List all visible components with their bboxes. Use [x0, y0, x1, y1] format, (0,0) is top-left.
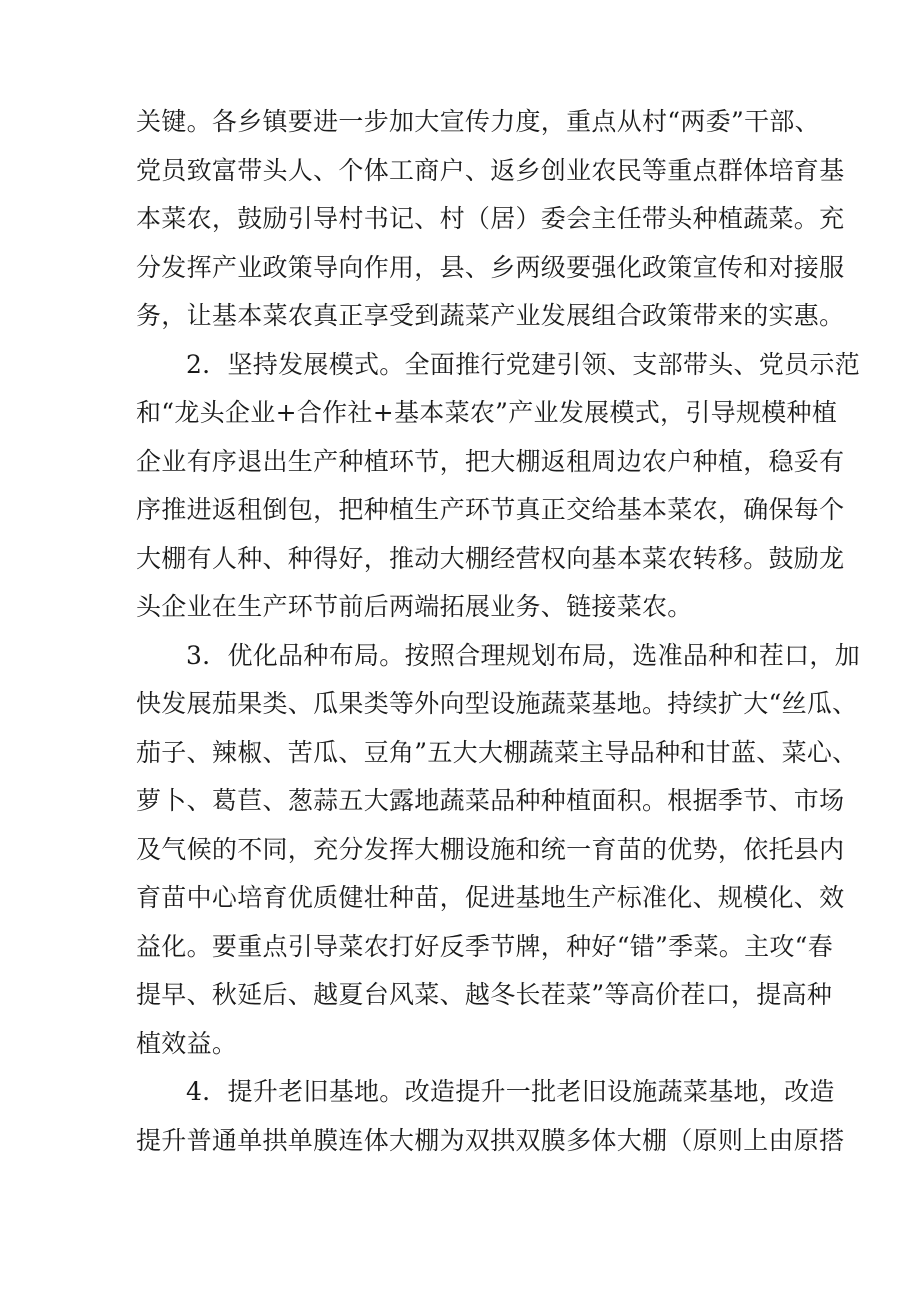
paragraph-item-3	[136, 632, 861, 1069]
text-line: 2．坚持发展模式。全面推行党建引领、支部带头、党员示范	[186, 349, 861, 379]
text-line: 序推进返租倒包，把种植生产环节真正交给基本菜农，确保每个	[136, 495, 845, 524]
text-line: 大棚有人种、种得好，推动大棚经营权向基本菜农转移。鼓励龙	[136, 543, 845, 573]
text-line: 快发展茄果类、瓜果类等外向型设施蔬菜基地。持续扩大“丝瓜、	[136, 689, 858, 718]
document-body	[136, 98, 861, 1165]
text-line: 头企业在生产环节前后两端拓展业务、链接菜农。	[136, 592, 693, 621]
text-line: 益化。要重点引导菜农打好反季节牌，种好“错”季菜。主攻“春	[136, 931, 834, 961]
text-line: 植效益。	[136, 1028, 238, 1058]
text-line: 和“龙头企业+合作社+基本菜农”产业发展模式，引导规模种植	[136, 398, 838, 427]
paragraph-item-2	[136, 341, 861, 632]
text-line: 企业有序退出生产种植环节，把大棚返租周边农户种植，稳妥有	[136, 446, 845, 476]
text-line: 本菜农，鼓励引导村书记、村（居）委会主任带头种植蔬菜。充	[136, 204, 845, 233]
text-line: 茄子、辣椒、苦瓜、豆角”五大大棚蔬菜主导品种和甘蓝、菜心、	[136, 737, 858, 767]
text-line: 4．提升老旧基地。改造提升一批老旧设施蔬菜基地，改造	[186, 1077, 835, 1106]
text-line: 提早、秋延后、越夏台风菜、越冬长茬菜”等高价茬口，提高种	[136, 980, 833, 1009]
text-line: 提升普通单拱单膜连体大棚为双拱双膜多体大棚（原则上由原搭	[136, 1125, 845, 1155]
text-line: 务，让基本菜农真正享受到蔬菜产业发展组合政策带来的实惠。	[136, 301, 845, 330]
text-line: 育苗中心培育优质健壮种苗，促进基地生产标准化、规模化、效	[136, 883, 845, 912]
text-line: 关键。各乡镇要进一步加大宣传力度，重点从村“两委”干部、	[136, 107, 820, 136]
text-line: 党员致富带头人、个体工商户、返乡创业农民等重点群体培育基	[136, 155, 845, 185]
paragraph-continuation	[136, 98, 845, 341]
text-line: 3．优化品种布局。按照合理规划布局，选准品种和茬口，加	[186, 640, 861, 670]
text-line: 分发挥产业政策导向作用，县、乡两级要强化政策宣传和对接服	[136, 252, 845, 282]
text-line: 及气候的不同，充分发挥大棚设施和统一育苗的优势，依托县内	[136, 834, 845, 864]
text-line: 萝卜、葛苣、葱蒜五大露地蔬菜品种种植面积。根据季节、市场	[136, 786, 845, 815]
paragraph-item-4	[136, 1068, 845, 1165]
